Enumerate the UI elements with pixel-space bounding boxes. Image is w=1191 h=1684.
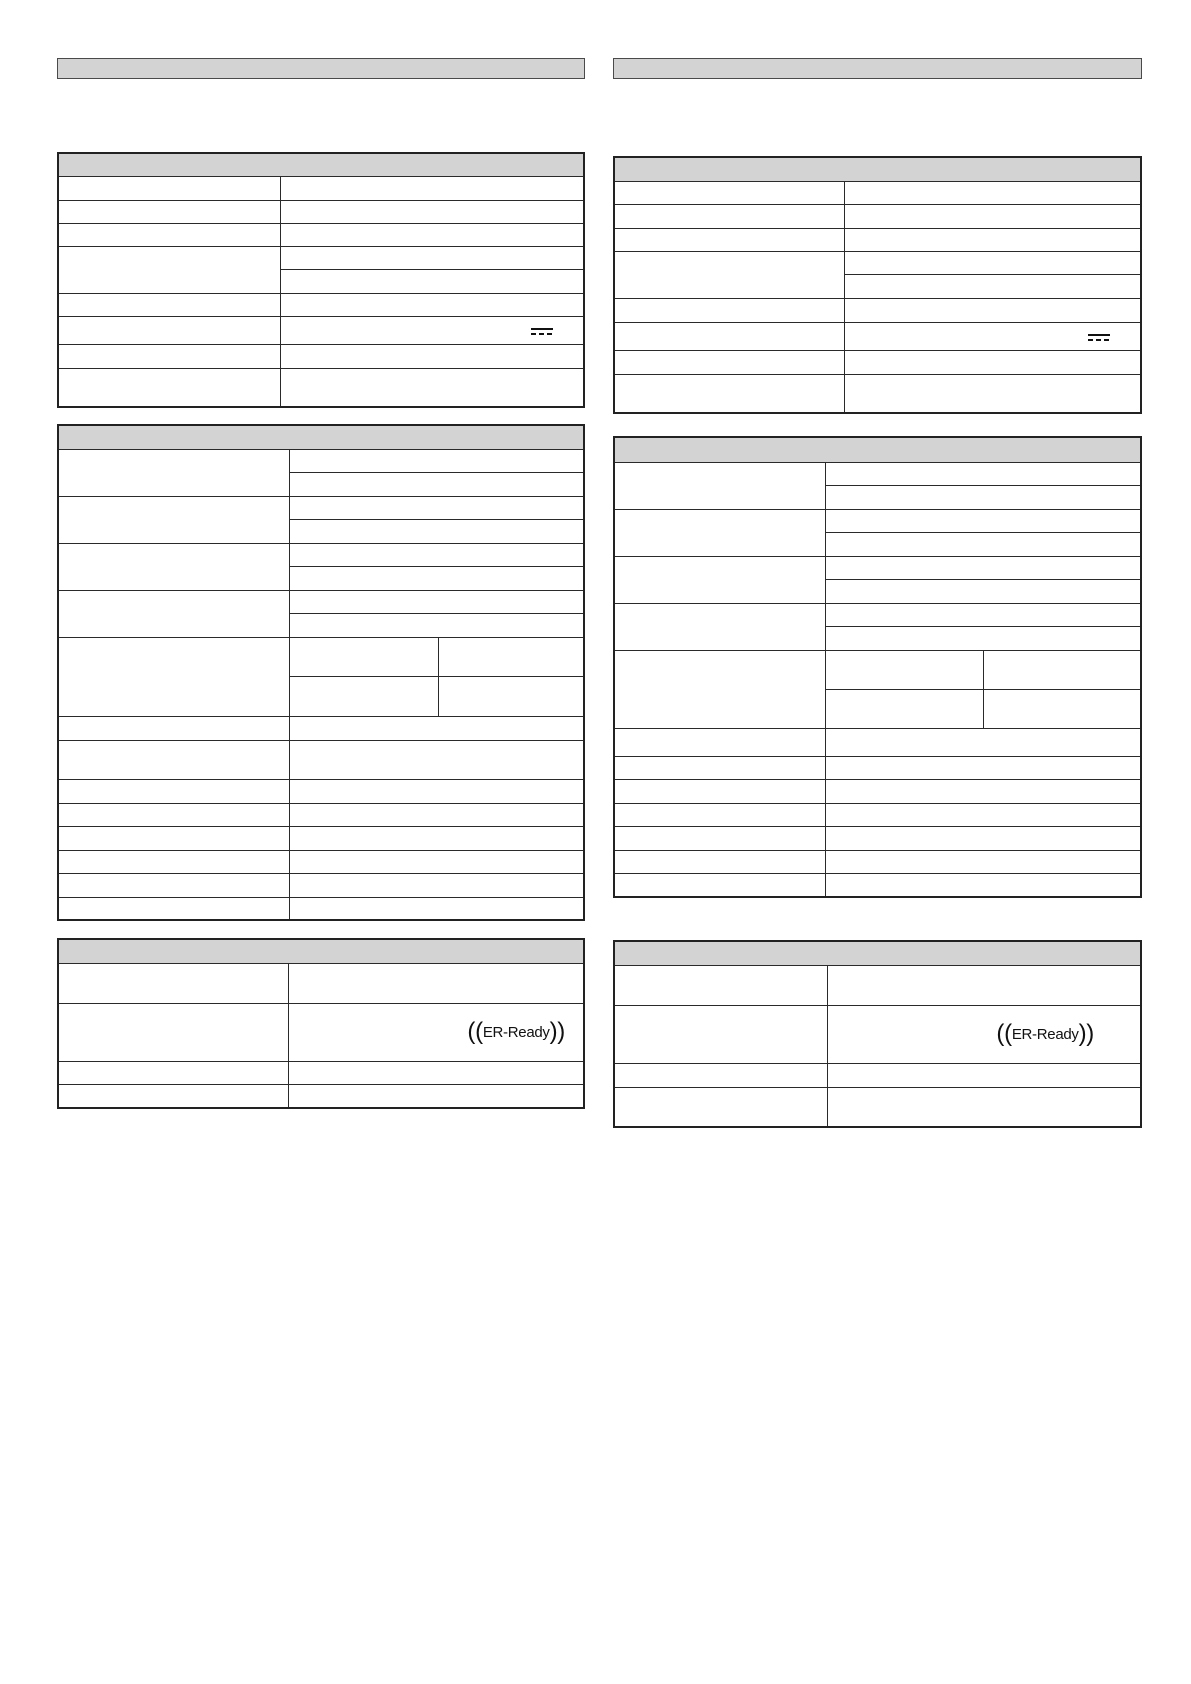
label-cell [58,316,280,344]
value-cell [289,897,584,920]
er-ready-logo: ((ER-Ready)) [996,1020,1094,1047]
label-cell [58,637,289,716]
label-cell [614,850,825,873]
label-cell [614,462,825,509]
value-cell [289,519,584,543]
label-cell [58,223,280,246]
label-cell [614,298,844,322]
value-cell [825,532,1141,556]
value-cell [289,850,584,873]
label-cell [614,873,825,897]
label-cell [58,779,289,803]
value-cell [289,779,584,803]
er-ready-logo: ((ER-Ready)) [467,1018,565,1045]
table-header [614,941,1141,965]
value-cell [825,485,1141,509]
value-cell [825,779,1141,803]
label-cell [614,803,825,826]
value-cell [289,676,438,716]
label-cell [614,251,844,298]
label-cell [58,246,280,293]
right-connectivity-table [613,940,1142,1128]
value-cell [844,181,1141,204]
value-cell [825,756,1141,779]
dc-current-icon [531,328,553,335]
label-cell [58,850,289,873]
value-cell [825,850,1141,873]
value-cell [827,1005,1141,1063]
label-cell [58,1061,288,1084]
label-cell [58,716,289,740]
value-cell [280,344,584,368]
label-cell [58,803,289,826]
label-cell [58,344,280,368]
value-cell [844,274,1141,298]
value-cell [289,566,584,590]
value-cell [289,613,584,637]
label-cell [614,965,827,1005]
value-cell [983,650,1141,689]
left-general-table [57,152,585,408]
table-header [58,153,584,176]
label-cell [614,374,844,413]
label-cell [614,509,825,556]
label-cell [614,756,825,779]
value-cell [844,322,1141,350]
value-cell [825,603,1141,626]
value-cell [289,873,584,897]
value-cell [825,556,1141,579]
value-cell [827,965,1141,1005]
label-cell [614,322,844,350]
label-cell [58,176,280,200]
value-cell [289,449,584,472]
value-cell [280,246,584,269]
value-cell [825,689,983,728]
value-cell [827,1087,1141,1127]
label-cell [58,449,289,496]
right-specs-table [613,436,1142,898]
table-header [58,425,584,449]
value-cell [825,826,1141,850]
value-cell [289,590,584,613]
value-cell [288,1003,584,1061]
label-cell [58,368,280,407]
right-title-banner [613,58,1142,79]
left-title-banner [57,58,585,79]
value-cell [844,298,1141,322]
label-cell [58,1003,288,1061]
value-cell [280,293,584,316]
value-cell [289,716,584,740]
label-cell [614,228,844,251]
value-cell [289,496,584,519]
label-cell [614,826,825,850]
label-cell [614,204,844,228]
value-cell [288,1061,584,1084]
value-cell [825,626,1141,650]
value-cell [280,316,584,344]
value-cell [825,728,1141,756]
value-cell [288,1084,584,1108]
value-cell [825,873,1141,897]
value-cell [844,228,1141,251]
left-specs-table [57,424,585,921]
left-connectivity-table [57,938,585,1109]
value-cell [825,650,983,689]
label-cell [614,779,825,803]
table-header [614,157,1141,181]
value-cell [844,374,1141,413]
value-cell [289,740,584,779]
value-cell [438,637,584,676]
value-cell [844,350,1141,374]
value-cell [289,826,584,850]
value-cell [288,963,584,1003]
dc-current-icon [1088,334,1110,341]
label-cell [58,963,288,1003]
label-cell [58,897,289,920]
label-cell [58,293,280,316]
value-cell [280,223,584,246]
table-header [58,939,584,963]
label-cell [614,181,844,204]
value-cell [280,368,584,407]
value-cell [280,200,584,223]
label-cell [614,603,825,650]
value-cell [289,637,438,676]
value-cell [827,1063,1141,1087]
value-cell [280,269,584,293]
label-cell [58,826,289,850]
value-cell [289,472,584,496]
value-cell [289,543,584,566]
value-cell [825,803,1141,826]
value-cell [289,803,584,826]
value-cell [280,176,584,200]
label-cell [58,590,289,637]
value-cell [825,579,1141,603]
right-general-table [613,156,1142,414]
value-cell [825,462,1141,485]
value-cell [438,676,584,716]
label-cell [614,556,825,603]
label-cell [58,740,289,779]
label-cell [614,728,825,756]
label-cell [614,1005,827,1063]
label-cell [614,350,844,374]
value-cell [983,689,1141,728]
label-cell [614,1087,827,1127]
value-cell [825,509,1141,532]
label-cell [614,650,825,728]
table-header [614,437,1141,462]
label-cell [58,200,280,223]
label-cell [614,1063,827,1087]
value-cell [844,251,1141,274]
value-cell [844,204,1141,228]
label-cell [58,1084,288,1108]
label-cell [58,543,289,590]
label-cell [58,496,289,543]
label-cell [58,873,289,897]
